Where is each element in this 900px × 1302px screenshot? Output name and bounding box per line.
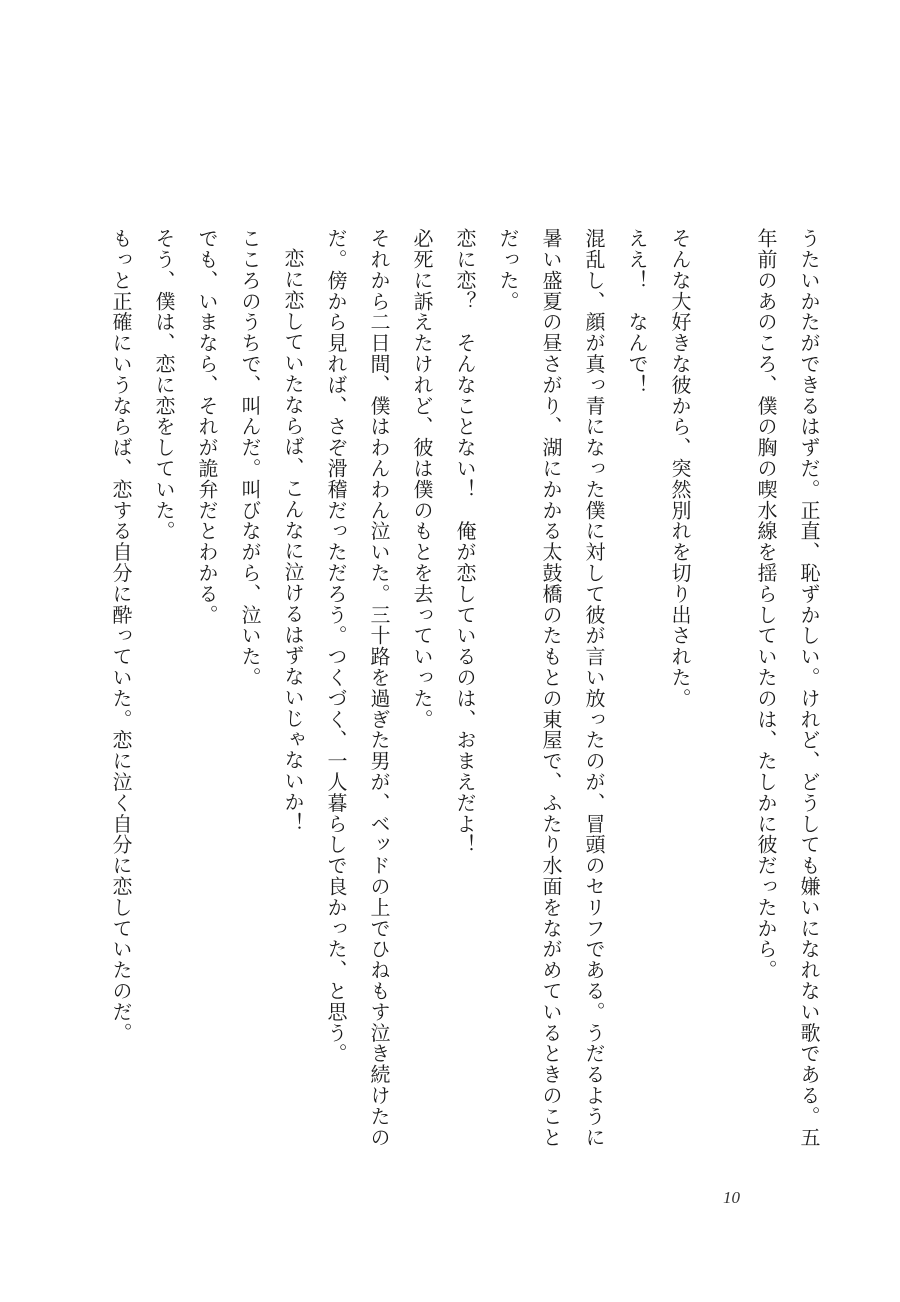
paragraph: こころのうちで、叫んだ。叫びながら、泣いた。 xyxy=(238,228,262,688)
paragraph: 恋に恋していたならば、こんなに泣けるはずないじゃないか！ xyxy=(281,248,305,834)
vertical-text-body xyxy=(99,228,830,1148)
paragraph: 恋に恋？ そんなことない！ 俺が恋しているのは、おまえだよ！ xyxy=(453,228,477,855)
paragraph: うたいかたができるはずだ。正直、恥ずかしい。けれど、どうしても嫌いになれない歌である。五年前のあのころ、僕の胸の喫水線を揺らしていたのは、たしかに彼だったから。 xyxy=(754,228,821,1148)
paragraph-spacer xyxy=(701,228,744,1148)
paragraph: それから二日間、僕はわんわん泣いた。三十路を過ぎた男が、ベッドの上でひねもす泣き続けたのだ。傍から見れば、さぞ滑稽だっただろう。つくづく、一人暮らしで良かった、と思う。 xyxy=(324,228,391,1148)
paragraph: そんな大好きな彼から、突然別れを切り出された。 xyxy=(668,228,692,709)
page-number: 10 xyxy=(723,1188,740,1207)
paragraph: 混乱し、顔が真っ青になった僕に対して彼が言い放ったのが、冒頭のセリフである。うだるように暑い盛夏の昼さがり、湖にかかる太鼓橋のたもとの東屋で、ふたり水面をながめているときのことだった。 xyxy=(496,228,606,1148)
paragraph: でも、いまなら、それが詭弁だとわかる。 xyxy=(195,228,219,626)
paragraph: そう、僕は、恋に恋をしていた。 xyxy=(152,228,176,542)
paragraph: ええ！ なんで！ xyxy=(625,228,649,396)
paragraph: 必死に訴えたけれど、彼は僕のもとを去っていった。 xyxy=(410,228,434,730)
paragraph: もっと正確にいうならば、恋する自分に酔っていた。恋に泣く自分に恋していたのだ。 xyxy=(109,228,133,1044)
